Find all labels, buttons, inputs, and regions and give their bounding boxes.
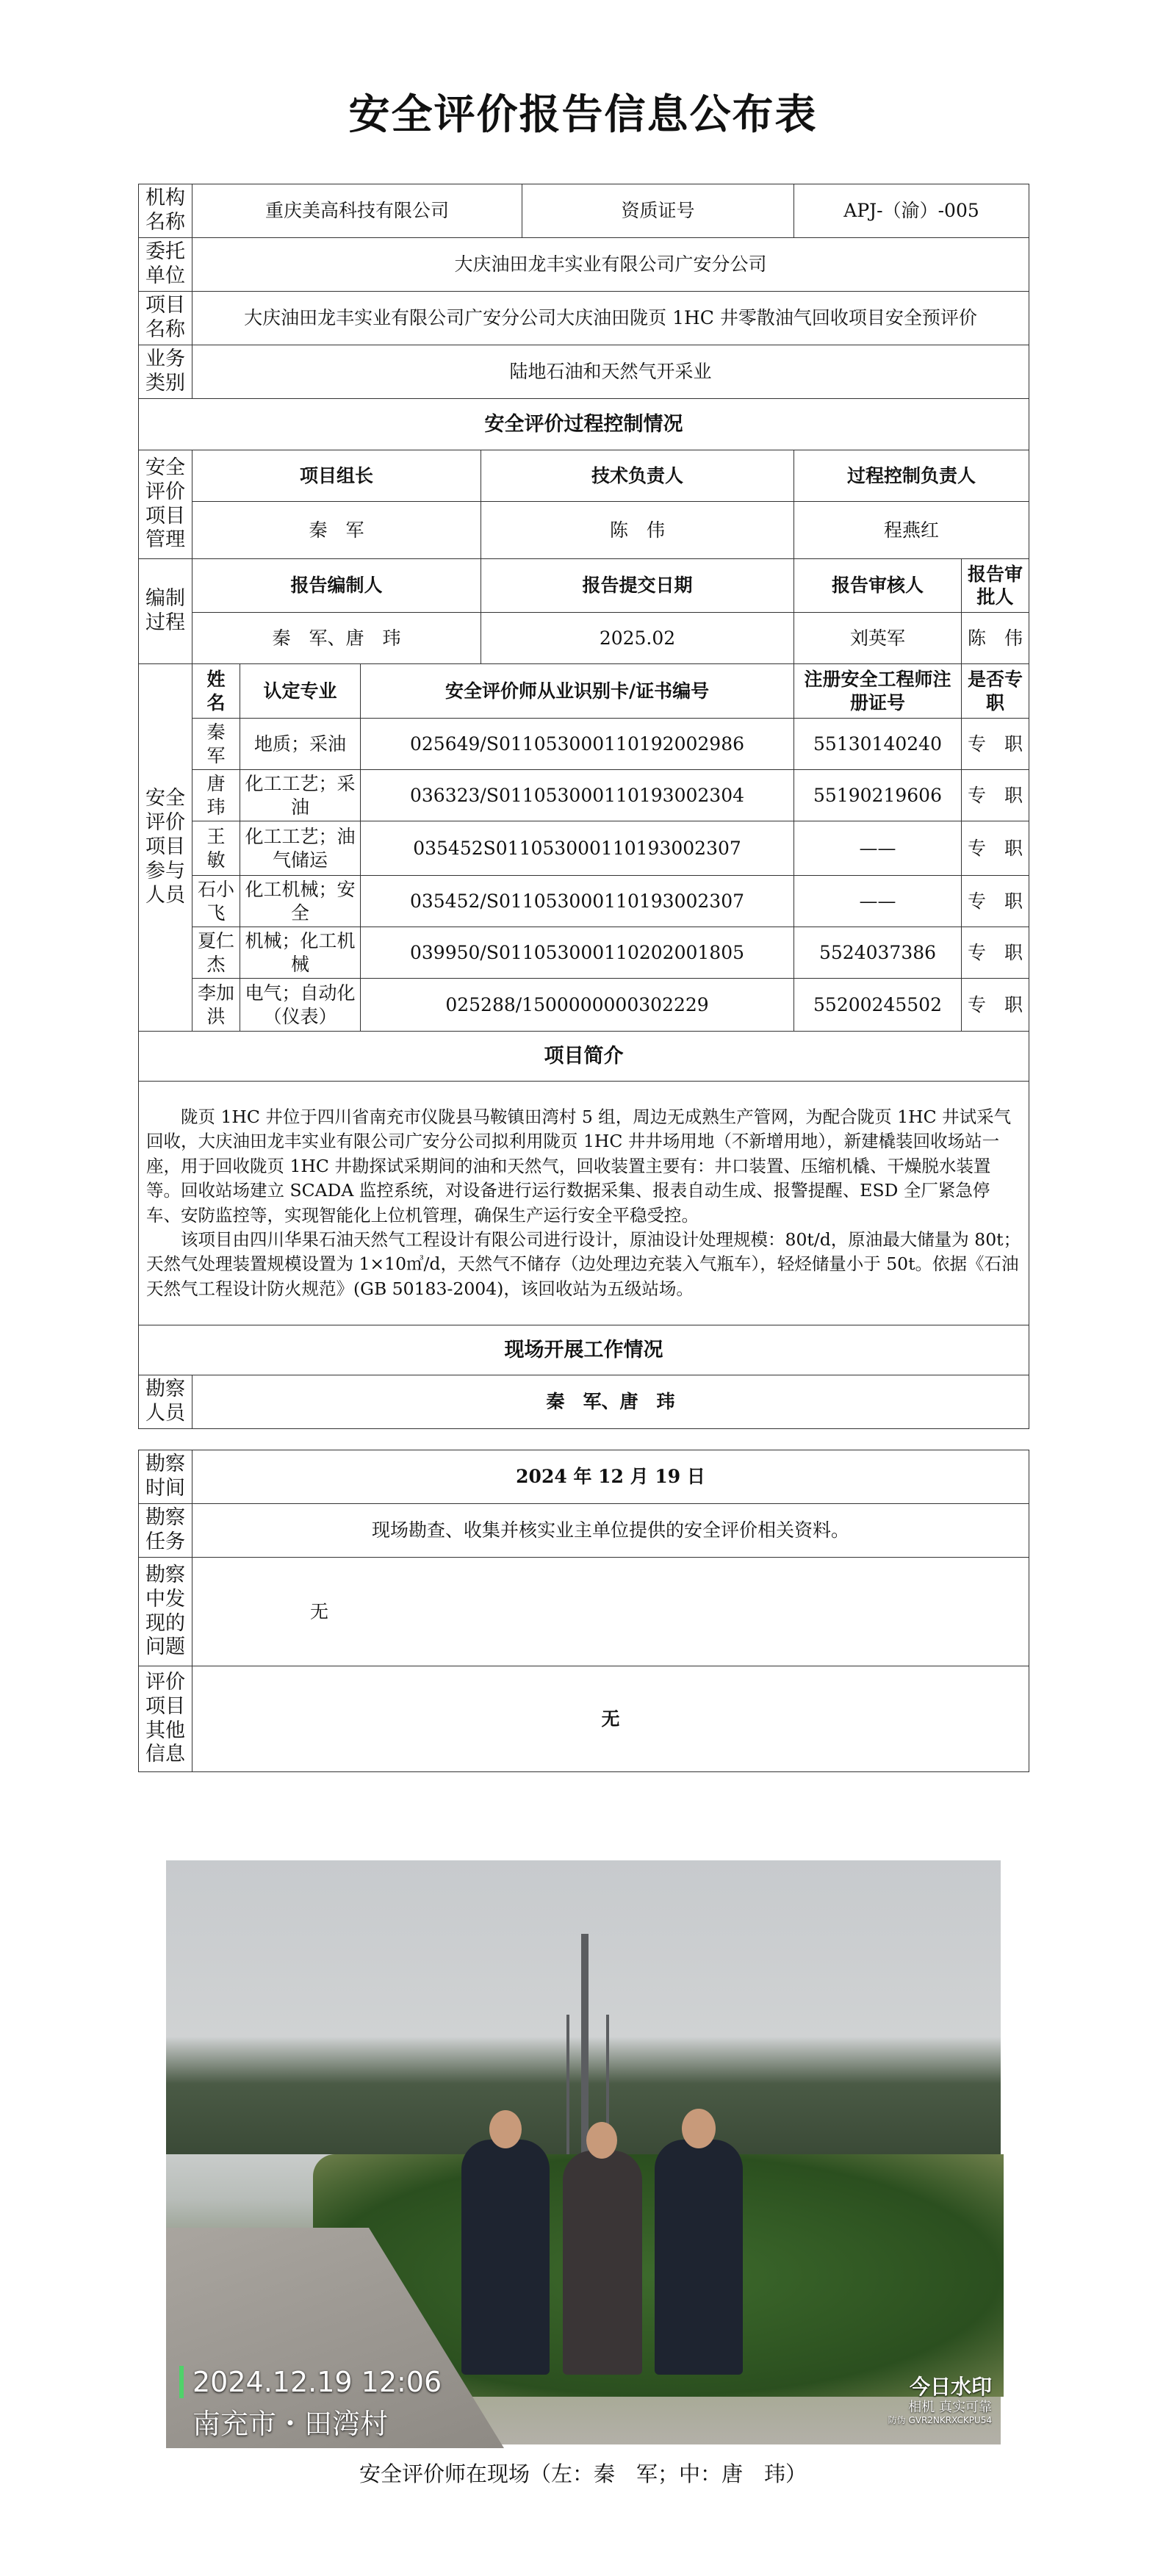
col-header-name: 姓 名 xyxy=(192,664,240,719)
business-label: 业务类别 xyxy=(139,345,192,399)
participant-card: 025649/S011053000110192002986 xyxy=(361,719,794,770)
participant-card: 035452S011053000110193002307 xyxy=(361,821,794,876)
participant-name: 王 敏 xyxy=(192,821,240,876)
mgmt-header-control: 过程控制负责人 xyxy=(794,450,1029,502)
participant-card: 039950/S011053000110202001805 xyxy=(361,927,794,979)
photo-timestamp: 2024.12.19 12:06 xyxy=(179,2366,442,2398)
photo-head-left xyxy=(489,2110,522,2148)
survey-task-label: 勘察任务 xyxy=(139,1504,192,1558)
compile-header-reviewer: 报告审核人 xyxy=(794,559,962,613)
survey-people-value: 秦 军、唐 玮 xyxy=(192,1375,1029,1429)
col-header-major: 认定专业 xyxy=(240,664,361,719)
participant-name: 唐 玮 xyxy=(192,770,240,821)
participant-reg: —— xyxy=(794,821,962,876)
participant-major: 电气；自动化（仪表） xyxy=(240,979,361,1032)
process-section-heading: 安全评价过程控制情况 xyxy=(139,399,1029,450)
compile-date-value: 2025.02 xyxy=(481,613,794,664)
compile-label: 编制过程 xyxy=(139,559,192,664)
participant-reg: 55200245502 xyxy=(794,979,962,1032)
client-label: 委托单位 xyxy=(139,238,192,292)
management-label: 安全评价项目管理 xyxy=(139,450,192,559)
participant-reg: 55130140240 xyxy=(794,719,962,770)
col-header-card: 安全评价师从业识别卡/证书编号 xyxy=(361,664,794,719)
page-title: 安全评价报告信息公布表 xyxy=(348,90,818,139)
cert-value: APJ-（渝）-005 xyxy=(794,184,1029,238)
col-header-reg: 注册安全工程师注册证号 xyxy=(794,664,962,719)
participant-fulltime: 专 职 xyxy=(962,719,1029,770)
photo-head-right xyxy=(682,2109,716,2148)
mgmt-header-tech: 技术负责人 xyxy=(481,450,794,502)
business-value: 陆地石油和天然气开采业 xyxy=(192,345,1029,399)
mgmt-header-leader: 项目组长 xyxy=(192,450,481,502)
participant-reg: 5524037386 xyxy=(794,927,962,979)
photo-person-left xyxy=(461,2140,550,2375)
col-header-fulltime: 是否专职 xyxy=(962,664,1029,719)
participant-card: 035452/S011053000110193002307 xyxy=(361,876,794,927)
participant-name: 夏仁杰 xyxy=(192,927,240,979)
compile-header-approver: 报告审批人 xyxy=(962,559,1029,613)
table-row xyxy=(139,876,1029,927)
survey-time-value: 2024 年 12 月 19 日 xyxy=(192,1450,1029,1504)
org-value: 重庆美高科技有限公司 xyxy=(192,184,522,238)
compile-header-author: 报告编制人 xyxy=(192,559,481,613)
participant-reg: 55190219606 xyxy=(794,770,962,821)
participant-fulltime: 专 职 xyxy=(962,876,1029,927)
intro-text xyxy=(139,1082,1029,1325)
survey-table xyxy=(138,1450,1029,1772)
participant-name: 石小飞 xyxy=(192,876,240,927)
participant-fulltime: 专 职 xyxy=(962,979,1029,1032)
mgmt-control-value: 程燕红 xyxy=(794,502,1029,559)
watermark-app-name: 今日水印 xyxy=(909,2375,992,2399)
survey-issues-label: 勘察中发现的问题 xyxy=(139,1558,192,1666)
survey-people-label: 勘察人员 xyxy=(139,1375,192,1429)
participants-label: 安全评价项目参与人员 xyxy=(139,664,192,1032)
site-section-heading: 现场开展工作情况 xyxy=(139,1325,1029,1375)
photo-head-middle xyxy=(586,2122,617,2159)
compile-author-value: 秦 军、唐 玮 xyxy=(192,613,481,664)
mgmt-leader-value: 秦 军 xyxy=(192,502,481,559)
compile-header-date: 报告提交日期 xyxy=(481,559,794,613)
photo-person-middle xyxy=(563,2151,642,2375)
participant-reg: —— xyxy=(794,876,962,927)
photo-caption: 安全评价师在现场（左：秦 军；中：唐 玮） xyxy=(359,2461,807,2486)
survey-time-label: 勘察时间 xyxy=(139,1450,192,1504)
watermark-app-logo xyxy=(888,2375,992,2426)
table-row xyxy=(139,770,1029,821)
table-row xyxy=(139,719,1029,770)
survey-issues-value: 无 xyxy=(192,1558,1029,1666)
compile-approver-value: 陈 伟 xyxy=(962,613,1029,664)
participant-major: 机械；化工机械 xyxy=(240,927,361,979)
watermark-app-sub: 相机 真实可靠 xyxy=(908,2399,992,2415)
participant-name: 李加洪 xyxy=(192,979,240,1032)
info-table xyxy=(138,184,1029,1429)
intro-paragraph-1: 陇页 1HC 井位于四川省南充市仪陇县马鞍镇田湾村 5 组，周边无成熟生产管网，为配合陇页 1HC 井试采气回收，大庆油田龙丰实业有限公司广安分公司拟利用陇页 1HC 井井场用地（不新增用地），新建橇装回收场站一座，用于回收陇页 1HC 井勘探试采期间的油和天然气，回收装置主要有：井口装置、压缩机橇、干燥脱水装置等。回收站场建立 SCADA 监控系统，对设备进行运行数据采集、报表自动生成、报警提醒、ESD 全厂紧急停车、安防监控等，实现智能化上位机管理，确保生产运行安全平稳受控。 xyxy=(146,1107,1012,1226)
compile-reviewer-value: 刘英军 xyxy=(794,613,962,664)
project-value: 大庆油田龙丰实业有限公司广安分公司大庆油田陇页 1HC 井零散油气回收项目安全预评价 xyxy=(192,292,1029,345)
participant-fulltime: 专 职 xyxy=(962,821,1029,876)
participant-fulltime: 专 职 xyxy=(962,770,1029,821)
participant-major: 地质；采油 xyxy=(240,719,361,770)
mgmt-tech-value: 陈 伟 xyxy=(481,502,794,559)
survey-task-value: 现场勘查、收集并核实业主单位提供的安全评价相关资料。 xyxy=(192,1504,1029,1558)
cert-label: 资质证号 xyxy=(522,184,794,238)
table-row xyxy=(139,979,1029,1032)
client-value: 大庆油田龙丰实业有限公司广安分公司 xyxy=(192,238,1029,292)
other-info-value: 无 xyxy=(192,1666,1029,1772)
table-row xyxy=(139,927,1029,979)
photo-location: 南充市・田湾村 xyxy=(192,2408,389,2440)
intro-heading: 项目简介 xyxy=(139,1032,1029,1082)
participant-major: 化工工艺；采油 xyxy=(240,770,361,821)
photo-person-right xyxy=(655,2140,743,2375)
org-label: 机构名称 xyxy=(139,184,192,238)
watermark-code: 防伪 GVR2NKRXCKPU54 xyxy=(888,2415,992,2426)
participant-card: 025288/1500000000302229 xyxy=(361,979,794,1032)
site-photo xyxy=(166,1860,1001,2444)
participant-name: 秦 军 xyxy=(192,719,240,770)
participant-major: 化工工艺；油气储运 xyxy=(240,821,361,876)
table-row xyxy=(139,821,1029,876)
other-info-label: 评价项目其他信息 xyxy=(139,1666,192,1772)
participant-major: 化工机械；安全 xyxy=(240,876,361,927)
intro-paragraph-2: 该项目由四川华果石油天然气工程设计有限公司进行设计，原油设计处理规模：80t/d，原油最大储量为 80t；天然气处理装置规模设置为 1×10㎥/d，天然气不储存（边处理边充装入气瓶车），轻烃储量小于 50t。依据《石油天然气工程设计防火规范》(GB 50183-2004)，该回收站为五级站场。 xyxy=(146,1228,1021,1299)
participant-fulltime: 专 职 xyxy=(962,927,1029,979)
project-label: 项目名称 xyxy=(139,292,192,345)
participant-card: 036323/S011053000110193002304 xyxy=(361,770,794,821)
